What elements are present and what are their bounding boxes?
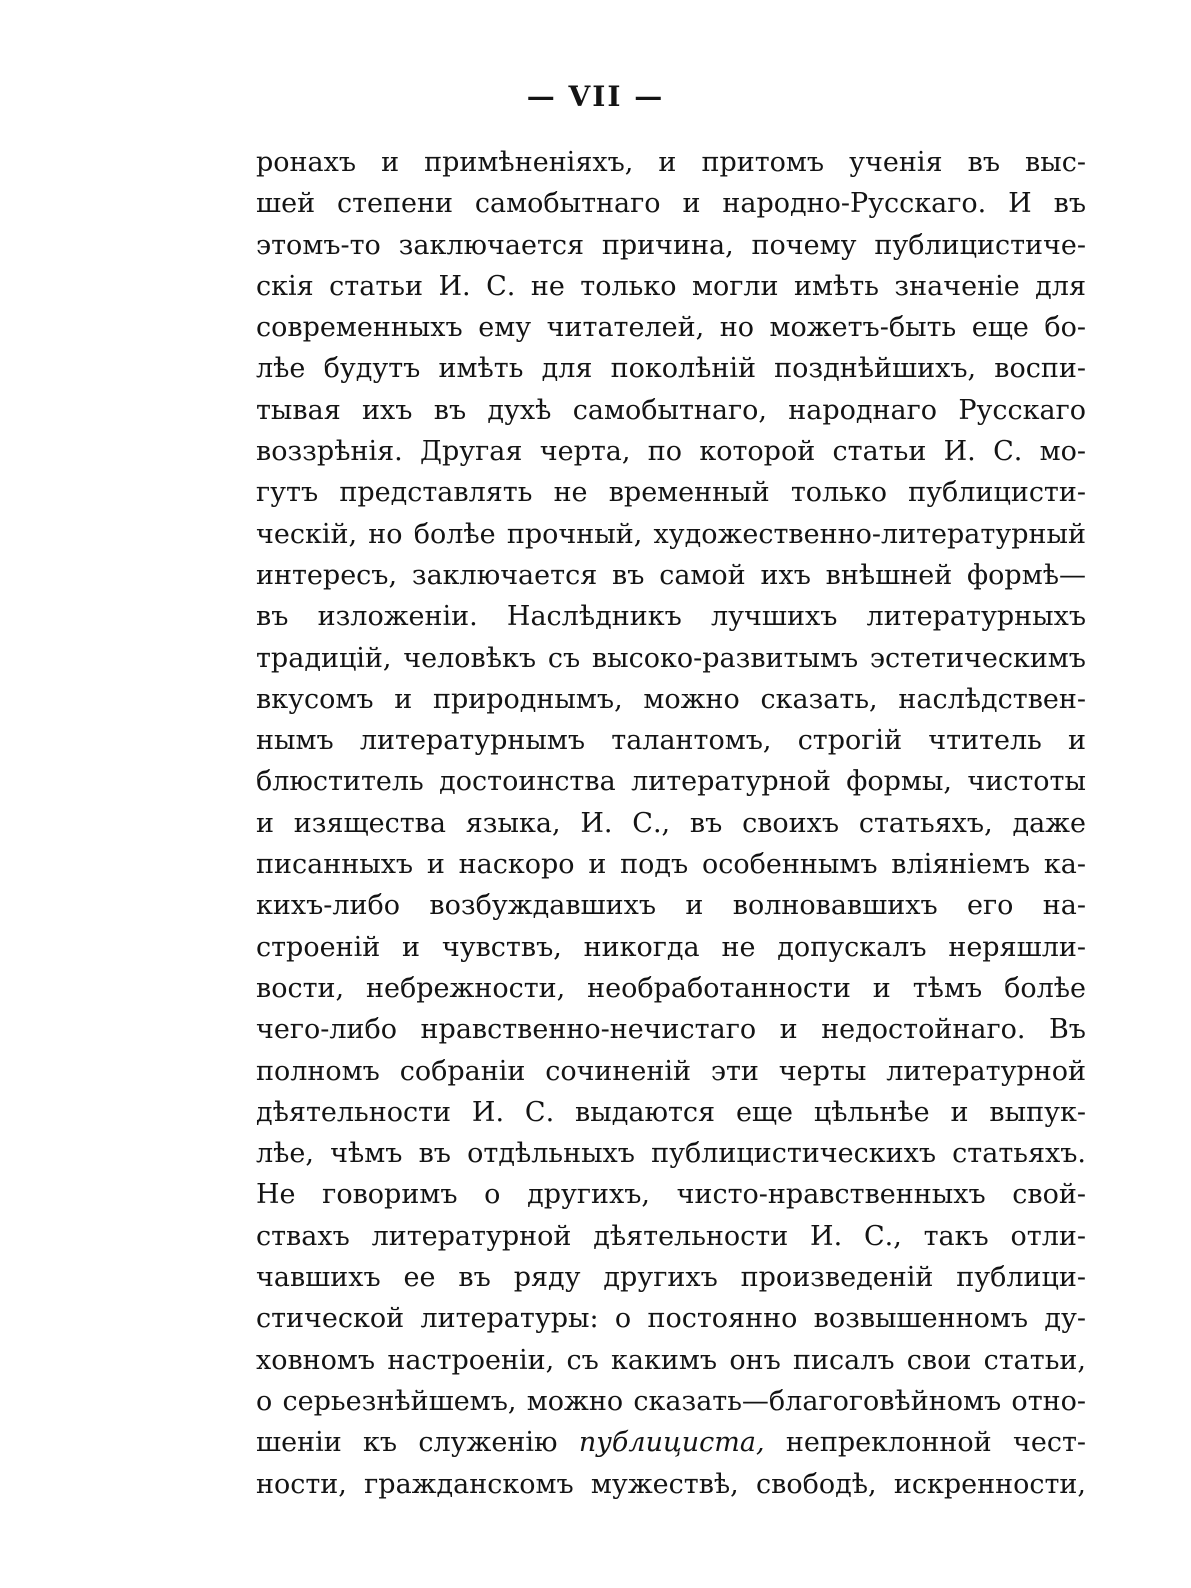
italic-word: публициста, (578, 1427, 765, 1459)
text-line: лѣе, чѣмъ въ отдѣльныхъ публицистическихъ статьяхъ. (256, 1138, 1086, 1170)
text-line: скія статьи И. С. не только могли имѣть значеніе для (256, 270, 1086, 302)
text-line: въ изложеніи. Наслѣдникъ лучшихъ литературныхъ (256, 601, 1086, 633)
text-line: писанныхъ и наскоро и подъ особеннымъ вліяніемъ ка- (256, 849, 1086, 881)
text-line-with-italic (256, 1422, 1086, 1463)
text-line: интересъ, заключается въ самой ихъ внѣшней формѣ— (256, 559, 1086, 591)
body-text (256, 142, 1086, 1505)
text-line: ховномъ настроеніи, съ какимъ онъ писалъ свои статьи, (256, 1344, 1086, 1376)
text-line: и изящества языка, И. С., въ своихъ статьяхъ, даже (256, 807, 1086, 839)
text-line: лѣе будутъ имѣть для поколѣній позднѣйшихъ, воспи- (256, 353, 1086, 385)
text-line: полномъ собраніи сочиненій эти черты литературной (256, 1055, 1086, 1087)
text-line: дѣятельности И. С. выдаются еще цѣльнѣе и выпук- (256, 1096, 1086, 1128)
text-line: ческій, но болѣе прочный, художественно-литературный (256, 518, 1086, 550)
text-line: вости, небрежности, необработанности и тѣмъ болѣе (256, 972, 1086, 1004)
text-line: о серьезнѣйшемъ, можно сказать—благоговѣйномъ отно- (256, 1385, 1086, 1417)
page-number: — VII — (526, 80, 665, 113)
text-line: кихъ-либо возбуждавшихъ и волновавшихъ его на- (256, 890, 1086, 922)
text-line: ности, гражданскомъ мужествѣ, свободѣ, искренности, (256, 1468, 1086, 1500)
text-line: ствахъ литературной дѣятельности И. С., такъ отли- (256, 1220, 1086, 1252)
text-line: нымъ литературнымъ талантомъ, строгій чтитель и (256, 725, 1086, 757)
text-line: строеній и чувствъ, никогда не допускалъ неряшли- (256, 931, 1086, 963)
text-line: тывая ихъ въ духѣ самобытнаго, народнаго Русскаго (256, 394, 1086, 426)
text-line: блюститель достоинства литературной формы, чистоты (256, 766, 1086, 798)
text-line: вкусомъ и природнымъ, можно сказать, наслѣдствен- (256, 683, 1086, 715)
text-line: современныхъ ему читателей, но можетъ-быть еще бо- (256, 312, 1086, 344)
text-line: стической литературы: о постоянно возвышенномъ ду- (256, 1303, 1086, 1335)
text-segment: шеніи къ служенію (256, 1427, 558, 1459)
text-line: традицій, человѣкъ съ высоко-развитымъ эстетическимъ (256, 642, 1086, 674)
text-segment: непреклонной чест- (785, 1427, 1086, 1459)
text-line: шей степени самобытнаго и народно-Русскаго. И въ (256, 188, 1086, 220)
text-line: гутъ представлять не временный только публицисти- (256, 477, 1086, 509)
text-line: ронахъ и примѣненіяхъ, и притомъ ученія въ выс- (256, 147, 1086, 178)
text-line: этомъ-то заключается причина, почему публицистиче- (256, 229, 1086, 261)
text-line: чего-либо нравственно-нечистаго и недостойнаго. Въ (256, 1014, 1086, 1046)
text-line: воззрѣнія. Другая черта, по которой статьи И. С. мо- (256, 436, 1086, 468)
text-line: Не говоримъ о другихъ, чисто-нравственныхъ свой- (256, 1179, 1086, 1211)
text-line: чавшихъ ее въ ряду другихъ произведеній публици- (256, 1262, 1086, 1294)
